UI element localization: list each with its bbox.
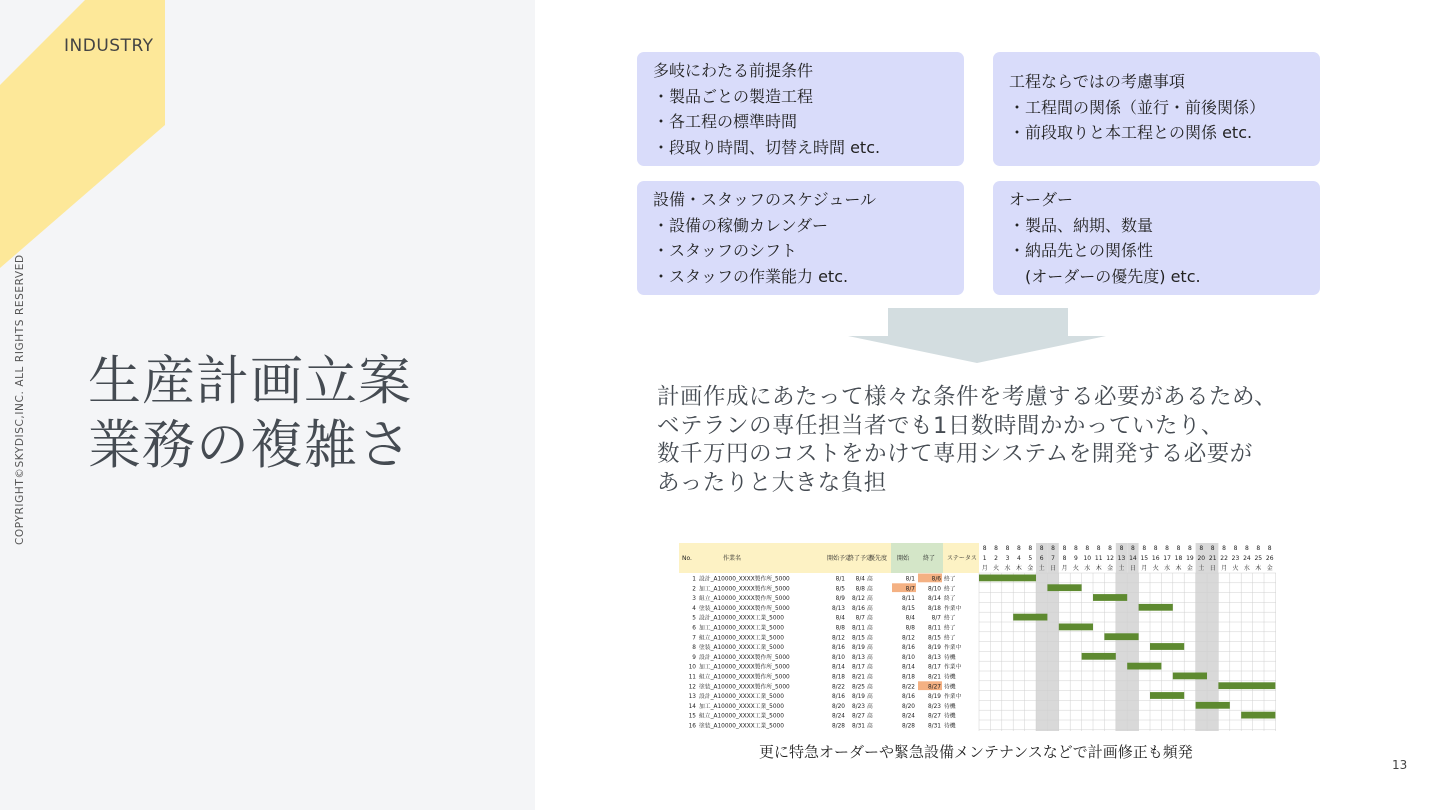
condition-box-prerequisites (637, 52, 964, 166)
row-plan-start: 8/9 (835, 596, 845, 603)
row-end: 8/18 (927, 605, 941, 612)
date-weekday: 金 (1107, 565, 1114, 572)
date-day: 10 (1083, 555, 1092, 562)
row-plan-end: 8/15 (851, 635, 865, 642)
row-plan-end: 8/7 (855, 615, 865, 622)
header-start: 開始 (897, 555, 910, 562)
row-task-name: 塗装_A10000_XXXX工業_5000 (699, 723, 784, 730)
date-month: 8 (1222, 545, 1227, 552)
header-status: ステータス (947, 555, 977, 562)
row-start: 8/20 (901, 703, 915, 710)
row-priority: 高 (867, 694, 873, 701)
date-weekday: 月 (1141, 565, 1148, 572)
date-day: 23 (1231, 555, 1240, 562)
row-priority: 高 (867, 664, 873, 671)
row-status: 終了 (944, 635, 956, 642)
row-no: 6 (692, 625, 696, 632)
row-status: 待機 (944, 684, 956, 691)
date-month: 8 (1073, 545, 1078, 552)
box-item: ・段取り時間、切替え時間 etc. (653, 137, 881, 157)
row-no: 2 (692, 586, 696, 593)
row-priority: 高 (867, 645, 873, 652)
row-start: 8/8 (905, 625, 915, 632)
gantt-bar (1093, 594, 1127, 601)
date-month: 8 (1187, 545, 1192, 552)
row-end: 8/19 (927, 694, 941, 701)
row-start: 8/18 (901, 674, 915, 681)
gantt-bar (1059, 624, 1093, 631)
row-plan-start: 8/5 (835, 586, 845, 593)
row-start: 8/15 (901, 605, 915, 612)
date-day: 5 (1028, 555, 1033, 562)
row-status: 終了 (944, 596, 956, 603)
date-weekday: 金 (1186, 565, 1193, 572)
date-weekday: 金 (1266, 565, 1273, 572)
date-day: 21 (1208, 555, 1217, 562)
row-status: 作業中 (944, 694, 962, 701)
date-month: 8 (1119, 545, 1124, 552)
box-item: ・製品、納期、数量 (1009, 215, 1154, 235)
date-month: 8 (1096, 545, 1101, 552)
row-end: 8/17 (927, 664, 941, 671)
page-number: 13 (1392, 758, 1408, 772)
row-status: 作業中 (944, 645, 962, 652)
row-plan-start: 8/1 (835, 576, 845, 583)
row-plan-end: 8/12 (851, 596, 865, 603)
row-no: 7 (692, 635, 696, 642)
date-month: 8 (1130, 545, 1135, 552)
date-weekday: 日 (1129, 565, 1136, 572)
date-day: 16 (1151, 555, 1160, 562)
gantt-bar (1127, 663, 1161, 670)
date-weekday: 水 (1084, 565, 1091, 572)
row-priority: 高 (867, 576, 873, 583)
row-task-name: 組立_A10000_XXXX製作所_5000 (699, 674, 790, 681)
date-weekday: 火 (1072, 565, 1079, 572)
date-weekday: 金 (1027, 565, 1034, 572)
row-priority: 高 (867, 684, 873, 691)
gantt-bar (1218, 682, 1275, 689)
row-plan-end: 8/8 (855, 586, 865, 593)
row-no: 16 (688, 723, 696, 730)
date-weekday: 月 (981, 565, 988, 572)
row-plan-end: 8/21 (851, 674, 865, 681)
gantt-bar (979, 575, 1036, 582)
date-day: 3 (1005, 555, 1010, 562)
row-task-name: 組立_A10000_XXXX工業_5000 (699, 635, 784, 642)
gantt-bar (1139, 604, 1173, 611)
row-plan-start: 8/10 (831, 654, 845, 661)
date-weekday: 水 (1243, 565, 1250, 572)
date-day: 12 (1106, 555, 1114, 562)
row-no: 10 (688, 664, 696, 671)
box-item: ・納品先との関係性 (1009, 241, 1154, 260)
caption: 更に特急オーダーや緊急設備メンテナンスなどで計画修正も頻発 (759, 743, 1193, 761)
schedule-grid (679, 543, 1276, 731)
row-start: 8/16 (901, 694, 915, 701)
row-status: 作業中 (944, 664, 962, 671)
row-end: 8/21 (927, 674, 941, 681)
date-month: 8 (1005, 545, 1010, 552)
row-status: 待機 (944, 654, 956, 661)
date-month: 8 (1210, 545, 1215, 552)
date-weekday: 火 (1152, 565, 1159, 572)
box-item: ・製品ごとの製造工程 (653, 86, 814, 106)
box-heading: オーダー (1009, 190, 1074, 209)
box-item: ・工程間の関係（並行・前後関係） (1009, 97, 1266, 117)
row-no: 11 (688, 674, 696, 681)
row-priority: 高 (867, 674, 873, 681)
row-end: 8/11 (927, 625, 941, 632)
row-status: 終了 (944, 625, 956, 632)
row-start: 8/11 (901, 596, 915, 603)
row-no: 4 (692, 605, 696, 612)
header-no: No. (682, 555, 692, 562)
row-plan-end: 8/19 (851, 645, 865, 652)
summary-line: 数千万円のコストをかけて専用システムを開発する必要が (657, 441, 1253, 467)
date-month: 8 (1244, 545, 1249, 552)
row-plan-end: 8/11 (851, 625, 865, 632)
gantt-bar (1241, 712, 1275, 719)
row-priority: 高 (867, 723, 873, 730)
date-day: 24 (1243, 555, 1251, 562)
row-plan-start: 8/18 (831, 674, 845, 681)
box-heading: 設備・スタッフのスケジュール (653, 190, 877, 209)
date-month: 8 (1108, 545, 1113, 552)
date-weekday: 月 (1221, 565, 1228, 572)
gantt-bar (1150, 692, 1184, 699)
row-no: 9 (692, 654, 696, 661)
row-plan-end: 8/4 (855, 576, 865, 583)
row-start: 8/7 (905, 586, 915, 593)
date-day: 25 (1254, 555, 1263, 562)
date-month: 8 (1085, 545, 1090, 552)
row-task-name: 組立_A10000_XXXX工業_5000 (699, 713, 784, 720)
condition-box-order (993, 181, 1320, 295)
row-start: 8/16 (901, 645, 915, 652)
gantt-bar (1104, 633, 1138, 640)
row-end: 8/6 (931, 576, 941, 583)
date-weekday: 火 (993, 565, 1000, 572)
date-day: 18 (1174, 555, 1183, 562)
row-task-name: 加工_A10000_XXXX工業_5000 (699, 625, 784, 632)
gantt-bar (1150, 643, 1184, 650)
date-month: 8 (1176, 545, 1181, 552)
slide-title-line: 生産計画立案 (88, 351, 412, 412)
box-item: ・前段取りと本工程との関係 etc. (1009, 123, 1253, 142)
row-plan-end: 8/16 (851, 605, 865, 612)
row-status: 終了 (944, 586, 956, 593)
date-month: 8 (1028, 545, 1033, 552)
row-plan-end: 8/17 (851, 664, 865, 671)
header-priority: 優先度 (869, 555, 888, 562)
date-month: 8 (982, 545, 987, 552)
box-item: (オーダーの優先度) etc. (1009, 266, 1201, 286)
row-start: 8/22 (901, 684, 915, 691)
header-name: 作業名 (723, 555, 742, 562)
row-start: 8/4 (905, 615, 915, 622)
row-status: 待機 (944, 703, 956, 710)
row-task-name: 設計_A10000_XXXX工業_5000 (699, 615, 784, 622)
header-plan-end: 終了予定 (848, 555, 873, 562)
date-weekday: 水 (1164, 565, 1171, 572)
row-no: 14 (688, 703, 696, 710)
row-task-name: 設計_A10000_XXXX工業_5000 (699, 694, 784, 701)
date-day: 6 (1039, 555, 1044, 562)
slide-title-line: 業務の複雑さ (88, 415, 412, 476)
date-day: 26 (1265, 555, 1274, 562)
row-plan-start: 8/16 (831, 694, 845, 701)
date-day: 11 (1094, 555, 1103, 562)
row-status: 待機 (944, 723, 956, 730)
row-end: 8/14 (927, 596, 941, 603)
row-priority: 高 (867, 703, 873, 710)
box-heading: 多岐にわたる前提条件 (653, 61, 814, 80)
row-no: 12 (688, 684, 696, 691)
gantt-bar (1047, 584, 1081, 591)
row-start: 8/10 (901, 654, 915, 661)
date-month: 8 (1051, 545, 1056, 552)
gantt-bar (1173, 673, 1207, 680)
date-month: 8 (1267, 545, 1272, 552)
row-status: 終了 (944, 576, 956, 583)
date-weekday: 日 (1209, 565, 1216, 572)
row-start: 8/24 (901, 713, 915, 720)
box-item: ・設備の稼働カレンダー (653, 215, 828, 235)
row-status: 終了 (944, 615, 956, 622)
date-weekday: 土 (1038, 565, 1045, 572)
row-task-name: 塗装_A10000_XXXX製作所_5000 (699, 605, 790, 612)
date-day: 2 (994, 555, 999, 562)
row-plan-end: 8/19 (851, 694, 865, 701)
row-plan-end: 8/13 (851, 654, 865, 661)
row-plan-start: 8/28 (831, 723, 845, 730)
date-month: 8 (1062, 545, 1067, 552)
date-month: 8 (1142, 545, 1147, 552)
header-end: 終了 (923, 555, 936, 562)
date-month: 8 (1153, 545, 1158, 552)
row-no: 3 (692, 596, 696, 603)
left-panel (0, 0, 535, 810)
date-day: 17 (1163, 555, 1171, 562)
row-plan-end: 8/27 (851, 713, 865, 720)
date-weekday: 土 (1198, 565, 1205, 572)
date-month: 8 (1039, 545, 1044, 552)
row-end: 8/31 (927, 723, 941, 730)
row-no: 13 (688, 694, 696, 701)
date-day: 7 (1051, 555, 1056, 562)
row-start: 8/1 (905, 576, 915, 583)
date-day: 15 (1140, 555, 1149, 562)
row-plan-end: 8/25 (851, 684, 865, 691)
row-priority: 高 (867, 605, 873, 612)
row-plan-start: 8/16 (831, 645, 845, 652)
date-day: 4 (1016, 555, 1021, 562)
date-day: 20 (1197, 555, 1206, 562)
date-day: 19 (1186, 555, 1194, 562)
date-day: 1 (982, 555, 987, 562)
row-task-name: 設計_A10000_XXXX製作所_5000 (699, 654, 790, 661)
row-start: 8/12 (901, 635, 915, 642)
date-weekday: 日 (1050, 565, 1057, 572)
down-arrow-icon (848, 308, 1106, 364)
row-task-name: 塗装_A10000_XXXX製作所_5000 (699, 684, 790, 691)
row-plan-start: 8/13 (831, 605, 845, 612)
summary-line: あったりと大きな負担 (657, 469, 887, 496)
date-weekday: 水 (1004, 565, 1011, 572)
row-no: 8 (692, 645, 696, 652)
row-start: 8/28 (901, 723, 915, 730)
date-weekday: 木 (1255, 565, 1262, 572)
row-end: 8/27 (927, 684, 941, 691)
row-priority: 高 (867, 615, 873, 622)
row-priority: 高 (867, 713, 873, 720)
row-task-name: 加工_A10000_XXXX工業_5000 (699, 703, 784, 710)
date-month: 8 (994, 545, 999, 552)
row-end: 8/19 (927, 645, 941, 652)
row-plan-start: 8/4 (835, 615, 845, 622)
condition-box-process (993, 52, 1320, 166)
row-priority: 高 (867, 635, 873, 642)
condition-box-schedule (637, 181, 964, 295)
row-plan-start: 8/24 (831, 713, 845, 720)
row-end: 8/13 (927, 654, 941, 661)
row-end: 8/27 (927, 713, 941, 720)
summary-text (657, 383, 1277, 497)
row-plan-start: 8/8 (835, 625, 845, 632)
summary-line: 計画作成にあたって様々な条件を考慮する必要があるため、 (657, 384, 1278, 410)
row-end: 8/10 (927, 586, 941, 593)
row-task-name: 塗装_A10000_XXXX工業_5000 (699, 645, 784, 652)
row-plan-start: 8/12 (831, 635, 845, 642)
production-schedule-table (679, 543, 1276, 731)
row-plan-start: 8/20 (831, 703, 845, 710)
row-status: 待機 (944, 674, 956, 681)
date-weekday: 木 (1175, 565, 1182, 572)
copyright-text: COPYRIGHT©SKYDISC,INC. ALL RIGHTS RESERVED (14, 254, 26, 545)
row-end: 8/15 (927, 635, 941, 642)
row-end: 8/23 (927, 703, 941, 710)
gantt-bar (1013, 614, 1047, 621)
date-day: 9 (1073, 555, 1078, 562)
date-month: 8 (1199, 545, 1204, 552)
date-weekday: 土 (1118, 565, 1125, 572)
date-weekday: 木 (1015, 565, 1022, 572)
date-month: 8 (1016, 545, 1021, 552)
row-priority: 高 (867, 654, 873, 661)
row-task-name: 組立_A10000_XXXX製作所_5000 (699, 596, 790, 603)
row-priority: 高 (867, 596, 873, 603)
row-priority: 高 (867, 586, 873, 593)
row-no: 1 (692, 576, 696, 583)
section-label: INDUSTRY (64, 36, 154, 56)
date-day: 22 (1220, 555, 1228, 562)
row-plan-start: 8/14 (831, 664, 845, 671)
row-priority: 高 (867, 625, 873, 632)
row-plan-end: 8/31 (851, 723, 865, 730)
box-item: ・各工程の標準時間 (653, 112, 798, 131)
gantt-bar (1082, 653, 1116, 660)
row-start: 8/14 (901, 664, 915, 671)
row-end: 8/7 (931, 615, 941, 622)
box-item: ・スタッフの作業能力 etc. (653, 266, 849, 286)
row-task-name: 加工_A10000_XXXX製作所_5000 (699, 586, 790, 593)
row-status: 作業中 (944, 605, 962, 612)
row-no: 5 (692, 615, 696, 622)
row-task-name: 設計_A10000_XXXX製作所_5000 (699, 576, 790, 583)
slide-title (88, 350, 412, 478)
date-weekday: 木 (1095, 565, 1102, 572)
date-day: 14 (1129, 555, 1137, 562)
date-day: 8 (1062, 555, 1067, 562)
date-month: 8 (1256, 545, 1261, 552)
row-status: 待機 (944, 713, 956, 720)
date-weekday: 火 (1232, 565, 1239, 572)
box-heading: 工程ならではの考慮事項 (1009, 72, 1185, 91)
header-plan-start: 開始予定 (827, 555, 852, 562)
row-plan-start: 8/22 (831, 684, 845, 691)
date-weekday: 月 (1061, 565, 1068, 572)
box-item: ・スタッフのシフト (653, 241, 798, 260)
date-month: 8 (1165, 545, 1170, 552)
summary-line: ベテランの専任担当者でも1日数時間かかっていたり、 (657, 412, 1224, 439)
gantt-bar (1196, 702, 1230, 709)
date-month: 8 (1233, 545, 1238, 552)
row-plan-end: 8/23 (851, 703, 865, 710)
date-day: 13 (1117, 555, 1126, 562)
row-task-name: 加工_A10000_XXXX製作所_5000 (699, 664, 790, 671)
row-no: 15 (688, 713, 696, 720)
